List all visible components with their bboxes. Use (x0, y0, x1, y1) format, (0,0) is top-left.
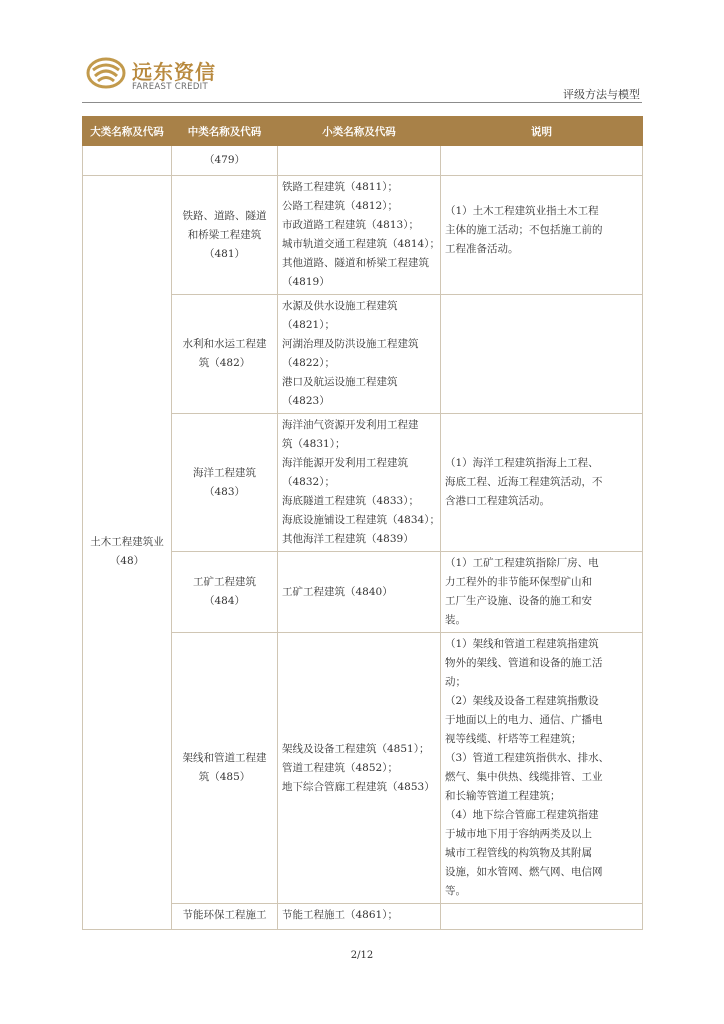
description-line: 视等线缆、杆塔等工程建筑； (445, 733, 582, 745)
small-category-item: 其他海洋工程建筑（4839） (282, 533, 414, 545)
small-category-cell (278, 295, 441, 414)
small-category-cell (278, 146, 441, 176)
small-category-item: （4821）； (282, 319, 335, 331)
mid-category-label: 工矿工程建筑 (193, 576, 256, 588)
description-cell (441, 904, 643, 930)
description-cell (441, 414, 643, 552)
description-cell (441, 176, 643, 295)
description-line: （1）海洋工程建筑指海上工程、 (445, 457, 599, 469)
description-paragraph (445, 554, 638, 630)
small-category-item: 市政道路工程建筑（4813）； (282, 219, 419, 231)
description-line: 工厂生产设施、设备的施工和安 (445, 595, 592, 607)
small-category-cell (278, 414, 441, 552)
header-description: 说明 (441, 117, 643, 146)
small-category-item: 地下综合管廊工程建筑（4853） (282, 780, 435, 793)
header-mid-category: 中类名称及代码 (172, 117, 278, 146)
mid-category-label: （484） (203, 595, 246, 607)
big-category-cell (83, 176, 172, 930)
small-category-item: 港口及航运设施工程建筑 (282, 376, 398, 388)
description-paragraph (445, 202, 638, 259)
table-row (83, 176, 643, 295)
description-line: 主体的施工活动；不包括施工前的 (445, 224, 603, 236)
mid-category-label: 筑（482） (198, 357, 251, 369)
small-category-cell (278, 552, 441, 633)
mid-category-cell (172, 904, 278, 930)
logo-chinese-name: 远东资信 (132, 60, 216, 84)
mid-category-label: 铁路、道路、隧道 (182, 209, 267, 222)
small-category-cell (278, 633, 441, 904)
mid-category-cell (172, 176, 278, 295)
description-line: （1）工矿工程建筑指除厂房、电 (445, 557, 599, 569)
mid-category-label: 筑（485） (198, 771, 251, 783)
description-line: 设施，如水管网、燃气网、电信网 (445, 866, 603, 878)
description-paragraph (445, 749, 638, 806)
small-category-item: （4822）； (282, 357, 335, 369)
mid-category-cell (172, 295, 278, 414)
description-line: 于地面以上的电力、通信、广播电 (445, 714, 603, 726)
mid-category-label: 和桥梁工程建筑 (187, 228, 262, 241)
mid-category-cell (172, 633, 278, 904)
description-cell (441, 552, 643, 633)
small-category-item: 铁路工程建筑（4811）； (282, 181, 398, 193)
description-line: （1）土木工程建筑业指土木工程 (445, 205, 599, 217)
description-paragraph (445, 806, 638, 901)
description-cell (441, 295, 643, 414)
small-category-item: 海底设施铺设工程建筑（4834）； (282, 514, 440, 526)
header-small-category: 小类名称及代码 (278, 117, 441, 146)
description-line: （2）架线及设备工程建筑指敷设 (445, 695, 599, 707)
small-category-item: 城市轨道交通工程建筑（4814）； (282, 238, 440, 250)
mid-category-label: （479） (203, 154, 246, 166)
small-category-item: 海洋油气资源开发利用工程建 (282, 419, 419, 431)
description-line: 于城市地下用于容纳两类及以上 (445, 828, 592, 840)
description-line: 和长输等管道工程建筑； (445, 790, 561, 802)
mid-category-label: （481） (203, 247, 246, 260)
small-category-item: 河湖治理及防洪设施工程建筑 (282, 338, 419, 350)
small-category-item: 架线及设备工程建筑（4851）； (282, 742, 430, 755)
description-line: 等。 (445, 885, 466, 897)
company-logo (86, 54, 226, 96)
big-category-label: （48） (109, 554, 145, 567)
description-line: 燃气、集中供热、线缆排管、工业 (445, 771, 603, 783)
description-line: 力工程外的非节能环保型矿山和 (445, 576, 592, 588)
description-paragraph (445, 692, 638, 749)
description-line: （4）地下综合管廊工程建筑指建 (445, 809, 599, 821)
small-category-item: 海底隧道工程建筑（4833）； (282, 495, 419, 507)
small-category-item: 筑（4831）； (282, 438, 346, 450)
description-line: （1）架线和管道工程建筑指建筑 (445, 638, 599, 650)
big-category-cell (83, 146, 172, 176)
description-paragraph (445, 635, 638, 692)
small-category-item: 海洋能源开发利用工程建筑 (282, 457, 408, 469)
small-category-cell (278, 904, 441, 930)
small-category-item: （4819） (282, 276, 330, 288)
mid-category-label: 节能环保工程施工 (182, 909, 267, 921)
description-line: 动； (445, 676, 466, 688)
header-divider (82, 102, 642, 103)
description-line: 物外的架线、管道和设备的施工活 (445, 657, 603, 669)
logo-english-name: FAREAST CREDIT (132, 82, 208, 92)
description-paragraph (445, 454, 638, 511)
small-category-item: 管道工程建筑（4852）； (282, 761, 398, 774)
big-category-label: 土木工程建筑业 (90, 535, 164, 548)
small-category-item: （4823） (282, 395, 330, 407)
mid-category-label: 架线和管道工程建 (182, 752, 267, 764)
page-number: 2/12 (350, 950, 374, 961)
description-line: 工程准备活动。 (445, 243, 519, 255)
description-line: 含港口工程建筑活动。 (445, 495, 550, 507)
table-header-row (83, 117, 643, 146)
logo-mark-icon (86, 56, 126, 90)
mid-category-label: （483） (203, 485, 246, 498)
industry-classification-table (82, 116, 643, 930)
table-row (83, 146, 643, 176)
description-line: 城市工程管线的构筑物及其附属 (445, 847, 592, 859)
small-category-item: 工矿工程建筑（4840） (282, 585, 393, 598)
description-cell (441, 633, 643, 904)
description-line: （3）管道工程建筑指供水、排水、 (445, 752, 610, 764)
mid-category-label: 水利和水运工程建 (182, 338, 267, 350)
header-big-category: 大类名称及代码 (83, 117, 172, 146)
small-category-item: 水源及供水设施工程建筑 (282, 300, 398, 312)
description-cell (441, 146, 643, 176)
small-category-item: 其他道路、隧道和桥梁工程建筑 (282, 257, 429, 269)
section-title: 评级方法与模型 (563, 88, 640, 101)
small-category-item: （4832）； (282, 476, 335, 488)
description-line: 海底工程、近海工程建筑活动，不 (445, 476, 603, 488)
mid-category-cell (172, 552, 278, 633)
small-category-cell (278, 176, 441, 295)
small-category-item: 公路工程建筑（4812）； (282, 200, 398, 212)
mid-category-cell (172, 414, 278, 552)
mid-category-cell (172, 146, 278, 176)
small-category-item: 节能工程施工（4861）； (282, 909, 398, 921)
description-line: 装。 (445, 614, 466, 626)
mid-category-label: 海洋工程建筑 (193, 466, 256, 479)
